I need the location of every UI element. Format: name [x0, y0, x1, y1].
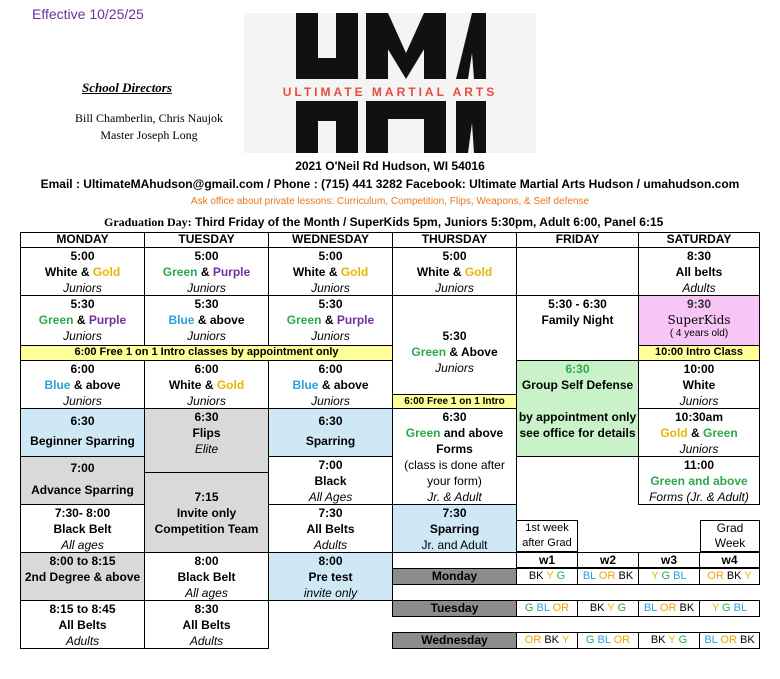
tue-class-6: 8:00 Black Belt All ages [144, 552, 269, 601]
rotation-mon-w1: BK Y G [516, 568, 578, 585]
rotation-tue-w2: BK Y G [577, 600, 639, 617]
rotation-wed-w1: OR BK Y [516, 632, 578, 649]
wed-class-6: 7:30 All Belts Adults [268, 504, 393, 553]
day-header-friday: FRIDAY [516, 232, 639, 248]
tue-class-4: 6:30 Flips Elite [144, 408, 269, 473]
uma-logo [244, 13, 536, 153]
fri-class-2: 6:30 Group Self Defense by appointment only see office for details [516, 360, 639, 457]
week-header-w2: w2 [577, 552, 639, 568]
rotation-wed-w2: G BL OR [577, 632, 639, 649]
address: 2021 O'Neil Rd Hudson, WI 54016 [295, 159, 485, 173]
mon-class-3: 6:00 Blue & above Juniors [20, 360, 145, 409]
fri-empty [516, 247, 639, 296]
mon-class-5: 7:00 Advance Sparring [20, 456, 145, 505]
thu-class-3: 6:30 Green and above Forms (class is done after your form) Jr. & Adult [392, 408, 517, 505]
contact-line: Email : UltimateMAhudson@gmail.com / Phone : (715) 441 3282 Facebook: Ultimate Martial Arts Hudson / umahudson.com [40, 177, 740, 191]
graduation-label: Graduation Day: [104, 215, 192, 229]
rotation-mon-w2: BL OR BK [577, 568, 639, 585]
logo-letters [296, 13, 486, 153]
intro-band: 6:00 Free 1 on 1 Intro classes by appointment only [20, 345, 393, 361]
sat-class-2: 9:30 SuperKids ( 4 years old) [638, 295, 760, 346]
day-header-tuesday: TUESDAY [144, 232, 269, 248]
wed-class-7: 8:00 Pre test invite only [268, 552, 393, 601]
mon-class-1: 5:00 White & Gold Juniors [20, 247, 145, 296]
wed-class-1: 5:00 White & Gold Juniors [268, 247, 393, 296]
wed-class-4: 6:30 Sparring [268, 408, 393, 457]
rotation-day-tuesday: Tuesday [392, 600, 517, 617]
rotation-tue-w3: BL OR BK [638, 600, 700, 617]
day-header-saturday: SATURDAY [638, 232, 760, 248]
rotation-tue-w4: Y G BL [699, 600, 760, 617]
rotation-mon-w4: OR BK Y [699, 568, 760, 585]
tue-class-7: 8:30 All Belts Adults [144, 600, 269, 649]
logo-subtitle: ULTIMATE MARTIAL ARTS [282, 85, 498, 99]
day-header-thursday: THURSDAY [392, 232, 517, 248]
week-header-w1: w1 [516, 552, 578, 568]
mon-class-8: 8:15 to 8:45 All Belts Adults [20, 600, 145, 649]
rotation-wed-w4: BL OR BK [699, 632, 760, 649]
tue-class-1: 5:00 Green & Purple Juniors [144, 247, 269, 296]
sat-class-3: 10:00 White Juniors [638, 360, 760, 409]
thu-class-1: 5:00 White & Gold Juniors [392, 247, 517, 296]
graduation-text: Third Friday of the Month / SuperKids 5pm, Juniors 5:30pm, Adult 6:00, Panel 6:15 [191, 215, 664, 229]
mon-class-7: 8:00 to 8:15 2nd Degree & above [20, 552, 145, 601]
rotation-mon-w3: Y G BL [638, 568, 700, 585]
tue-class-2: 5:30 Blue & above Juniors [144, 295, 269, 346]
sat-class-4: 10:30am Gold & Green Juniors [638, 408, 760, 457]
private-lessons-note: Ask office about private lessons: Curriculum, Competition, Flips, Weapons, & Self defense [190, 196, 590, 207]
sat-class-1: 8:30 All belts Adults [638, 247, 760, 296]
rotation-tue-w1: G BL OR [516, 600, 578, 617]
effective-date: Effective 10/25/25 [32, 6, 144, 22]
tue-class-3: 6:00 White & Gold Juniors [144, 360, 269, 409]
rotation-day-wednesday: Wednesday [392, 632, 517, 649]
day-header-monday: MONDAY [20, 232, 145, 248]
tue-class-5: 7:15 Invite only Competition Team [144, 472, 269, 553]
mon-class-4: 6:30 Beginner Sparring [20, 408, 145, 457]
week-header-w4: w4 [699, 552, 760, 568]
wed-class-5: 7:00 Black All Ages [268, 456, 393, 505]
directors-names [50, 110, 248, 144]
grad-week-note: Grad Week [700, 520, 760, 552]
mon-class-2: 5:30 Green & Purple Juniors [20, 295, 145, 346]
fri-class-1: 5:30 - 6:30 Family Night [516, 295, 639, 361]
directors-line1: Bill Chamberlin, Chris Naujok [75, 111, 223, 125]
thu-class-4: 7:30 Sparring Jr. and Adult [392, 504, 517, 553]
sat-intro-band: 10:00 Intro Class [638, 345, 760, 361]
graduation-day [104, 215, 663, 230]
directors-line2: Master Joseph Long [100, 128, 198, 142]
sat-class-5: 11:00 Green and above Forms (Jr. & Adult) [638, 456, 760, 505]
directors-heading: School Directors [82, 80, 172, 95]
rotation-day-monday: Monday [392, 568, 517, 585]
wed-class-2: 5:30 Green & Purple Juniors [268, 295, 393, 346]
wed-class-3: 6:00 Blue & above Juniors [268, 360, 393, 409]
thu-class-2: 5:30 Green & Above Juniors [392, 295, 517, 395]
thu-intro-band: 6:00 Free 1 on 1 Intro [392, 394, 517, 409]
rotation-wed-w3: BK Y G [638, 632, 700, 649]
week-header-w3: w3 [638, 552, 700, 568]
first-week-note: 1st week after Grad [516, 520, 578, 552]
day-header-wednesday: WEDNESDAY [268, 232, 393, 248]
mon-class-6: 7:30- 8:00 Black Belt All ages [20, 504, 145, 553]
